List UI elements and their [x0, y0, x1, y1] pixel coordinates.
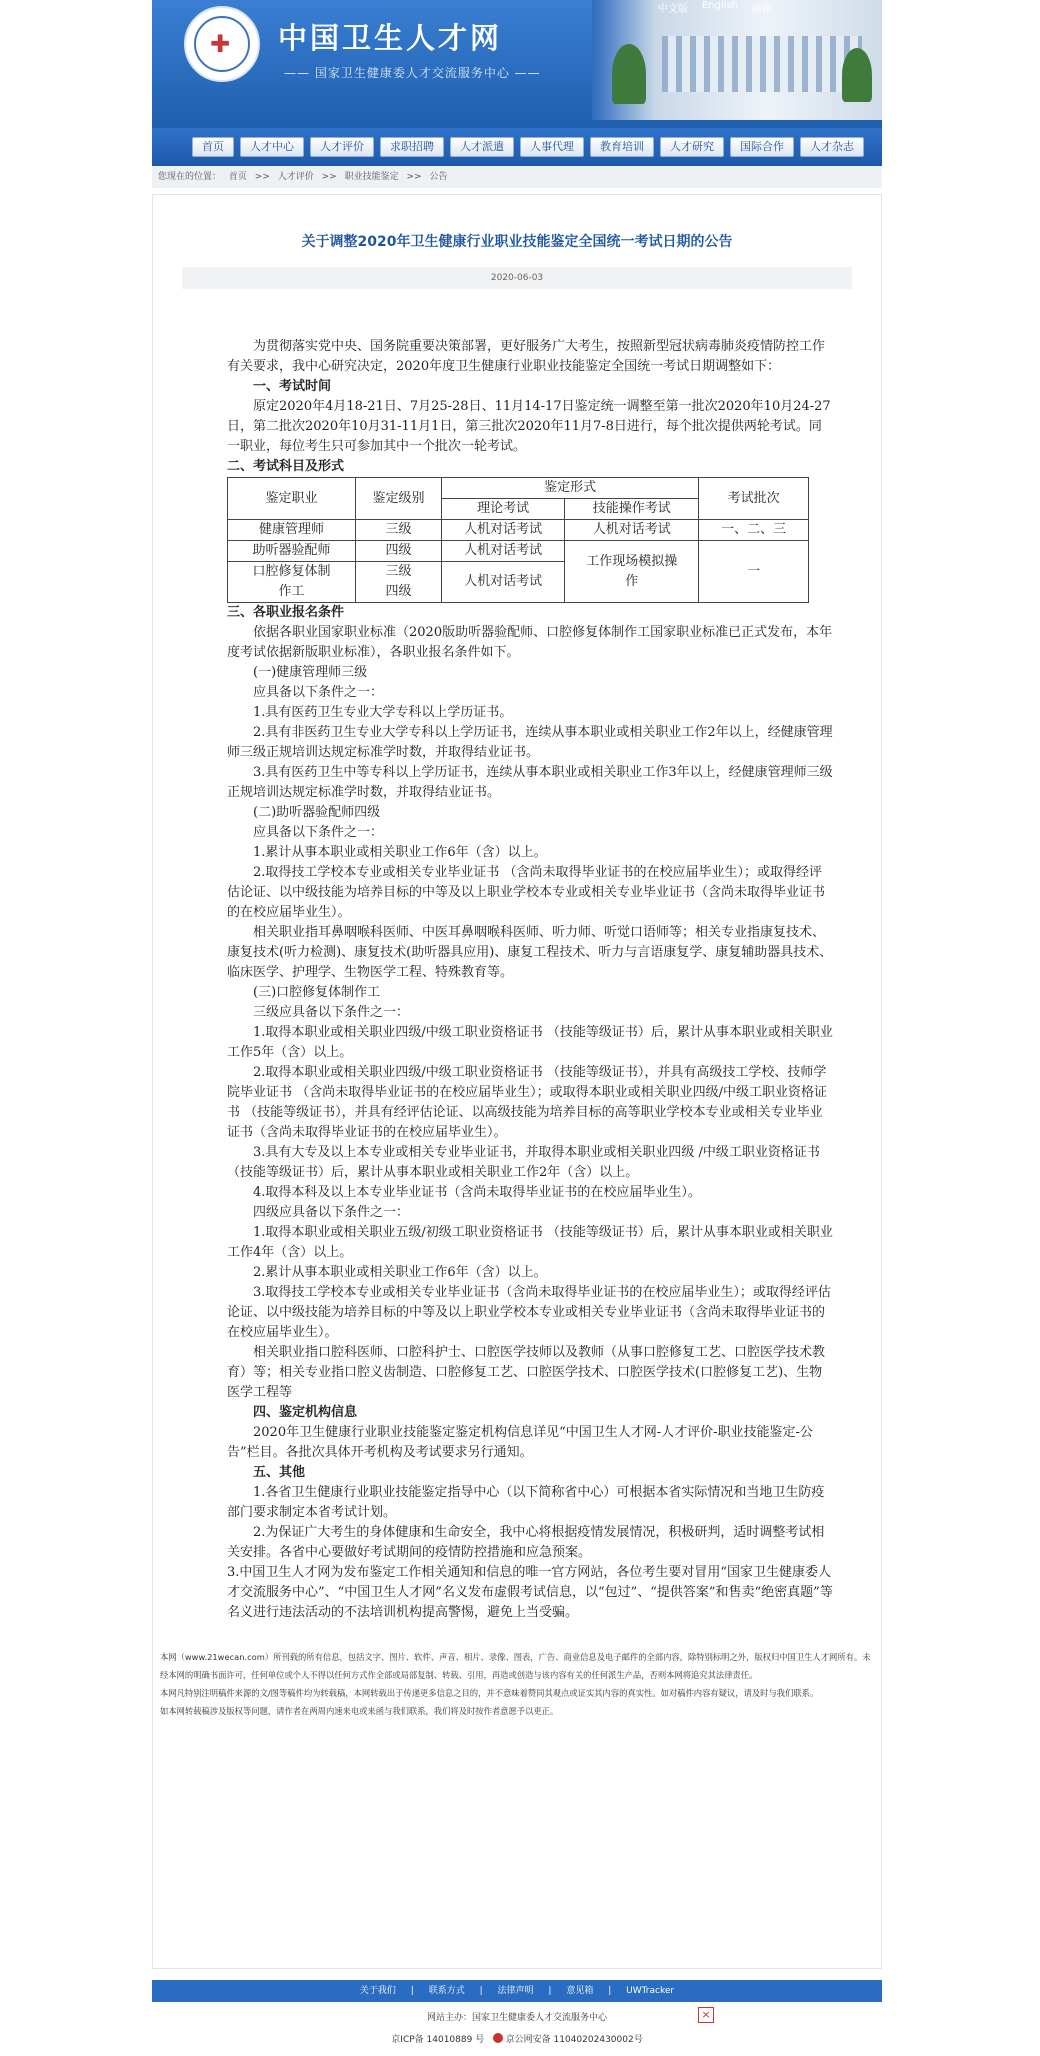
- table-header: 鉴定形式: [441, 478, 698, 499]
- nav-education[interactable]: 教育培训: [590, 137, 654, 157]
- site-subtitle: —— 国家卫生健康委人才交流服务中心 ——: [284, 66, 541, 80]
- site-header: [152, 0, 882, 128]
- lang-chinese-link[interactable]: 中文版: [657, 4, 688, 15]
- nav-magazine[interactable]: 人才杂志: [800, 137, 864, 157]
- nav-talent-center[interactable]: 人才中心: [240, 137, 304, 157]
- paragraph: 2.取得本职业或相关职业四级/中级工职业资格证书 （技能等级证书），并具有高级技工学校、技师学院毕业证书 （含尚未取得毕业证书的在校应届毕业生）；或取得本职业或相关职业四级/中级工职业资格证书 （技能等级证书），并具有经评估论证、以高级技能为培养目标的高等职业学校本专业或相关专业毕业证书（含尚未取得毕业证书的在校应届毕业生）。: [227, 1065, 828, 1140]
- subheading: (三)口腔修复体制作工: [253, 985, 381, 1000]
- subheading: (二)助听器验配师四级: [253, 805, 381, 820]
- breadcrumb-sep: >>: [321, 172, 337, 182]
- copyright-text: 本网（www.21wecan.com）所刊载的所有信息，包括文字、图片、软件、声音、相片、录像、图表，广告、商业信息及电子邮件的全部内容，除特别标明之外，版权归中国卫生人才网所有。未经本网的明确书面许可，任何单位或个人不得以任何方式作全部或局部复制、转载、引用，再造或创造与该内容有关的任何派生产品，否则本网将追究其法律责任。: [160, 1652, 871, 1680]
- paragraph: 1.累计从事本职业或相关职业工作6年（含）以上。: [253, 845, 547, 860]
- tree-image: [842, 48, 872, 102]
- paragraph: 四级应具备以下条件之一：: [253, 1205, 410, 1220]
- top-links: [658, 0, 772, 15]
- paragraph: 1.取得本职业或相关职业四级/中级工职业资格证书 （技能等级证书）后，累计从事本职业或相关职业工作5年（含）以上。: [227, 1025, 833, 1060]
- table-cell: 一: [699, 541, 809, 603]
- building-windows: [662, 36, 862, 92]
- footer-sep: |: [548, 1986, 552, 1996]
- footer-sep: |: [608, 1986, 612, 1996]
- paragraph: 4.取得本科及以上本专业毕业证书（含尚未取得毕业证书的在校应届毕业生）。: [253, 1185, 701, 1200]
- table-cell: 口腔修复体制作工: [228, 562, 356, 603]
- table-cell: 助听器验配师: [228, 541, 356, 562]
- paragraph: 为贯彻落实党中央、国务院重要决策部署，更好服务广大考生，按照新型冠状病毒肺炎疫情防控工作有关要求，我中心研究决定，2020年度卫生健康行业职业技能鉴定全国统一考试日期调整如下：: [227, 339, 826, 374]
- paragraph: 2.取得技工学校本专业或相关专业毕业证书 （含尚未取得毕业证书的在校应届毕业生）；或取得经评估论证、以中级技能为培养目标的中等及以上职业学校本专业或相关专业毕业证书（含尚未取得毕业证书的在校应届毕业生）。: [227, 865, 826, 920]
- table-header: 技能操作考试: [565, 499, 699, 520]
- paragraph: 相关职业指口腔科医师、口腔科护士、口腔医学技师以及教师（从事口腔修复工艺、口腔医学技术教育）等；相关专业指口腔义齿制造、口腔修复工艺、口腔医学技术、口腔医学技术(口腔修复工艺)、生物医学工程等: [227, 1345, 826, 1400]
- page-wrapper: [152, 0, 882, 2045]
- paragraph: 2.累计从事本职业或相关职业工作6年（含）以上。: [253, 1265, 547, 1280]
- paragraph: 3.具有医药卫生中等专科以上学历证书，连续从事本职业或相关职业工作3年以上，经健康管理师三级正规培训达规定标准学时数，并取得结业证书。: [227, 765, 833, 800]
- paragraph: 相关职业指耳鼻咽喉科医师、中医耳鼻咽喉科医师、听力师、听觉口语师等；相关专业指康复技术、康复技术(听力检测)、康复技术(助听器具应用)、康复工程技术、听力与言语康复学、康复辅助器具技术、临床医学、护理学、生物医学工程、特殊教育等。: [227, 925, 833, 980]
- level-line: 三级: [385, 564, 412, 579]
- breadcrumb-sep: >>: [406, 172, 422, 182]
- article-date: 2020-06-03: [182, 267, 852, 289]
- table-cell: 人机对话考试: [441, 520, 564, 541]
- section-heading: 五、其他: [253, 1465, 306, 1480]
- table-cell: 人机对话考试: [441, 541, 564, 562]
- copyright-text: 本网凡特别注明稿件来源的文/图等稿件均为转载稿，本网转载出于传递更多信息之目的，并不意味着赞同其观点或证实其内容的真实性。如对稿件内容有疑议，请及时与我们联系。: [160, 1688, 819, 1698]
- table-cell: 工作现场模拟操作: [565, 541, 699, 603]
- tracker-link[interactable]: UWTracker: [626, 1986, 675, 1996]
- nav-home[interactable]: 首页: [192, 137, 234, 157]
- table-header: 鉴定级别: [356, 478, 442, 520]
- table-cell: 一、二、三: [699, 520, 809, 541]
- footer-links: [152, 1980, 882, 2002]
- nav-dispatch[interactable]: 人才派遣: [450, 137, 514, 157]
- site-title: 中国卫生人才网: [278, 21, 503, 55]
- nav-international[interactable]: 国际合作: [730, 137, 794, 157]
- contact-link[interactable]: 联系方式: [428, 1986, 465, 1996]
- breadcrumb-prefix: 您现在的位置：: [158, 172, 222, 182]
- breadcrumb-skill-appraisal[interactable]: 职业技能鉴定: [344, 172, 399, 182]
- breadcrumb: [152, 166, 882, 188]
- icp-info: [152, 2032, 882, 2045]
- table-cell: 人机对话考试: [441, 562, 564, 603]
- nav-research[interactable]: 人才研究: [660, 137, 724, 157]
- icp-number[interactable]: 京ICP备 14010889 号: [391, 2035, 485, 2045]
- subheading: (一)健康管理师三级: [253, 665, 368, 680]
- site-host: 网站主办：国家卫生健康委人才交流服务中心: [426, 2013, 607, 2023]
- copyright-text: 如本网转载稿涉及版权等问题，请作者在两周内速来电或来函与我们联系，我们将及时按作者意愿予以更正。: [160, 1706, 559, 1716]
- paragraph: 1.取得本职业或相关职业五级/初级工职业资格证书 （技能等级证书）后，累计从事本职业或相关职业工作4年（含）以上。: [227, 1225, 833, 1260]
- paragraph: 2020年卫生健康行业职业技能鉴定鉴定机构信息详见“中国卫生人才网-人才评价-职业技能鉴定-公告”栏目。各批次具体开考机构及考试要求另行通知。: [227, 1425, 813, 1460]
- close-icon[interactable]: ×: [698, 2007, 714, 2023]
- nav-items: [192, 137, 864, 157]
- lang-english-link[interactable]: English: [701, 0, 738, 11]
- breadcrumb-home[interactable]: 首页: [228, 172, 247, 182]
- paragraph: 1.具有医药卫生专业大学专科以上学历证书。: [253, 705, 513, 720]
- level-line: 四级: [385, 584, 412, 599]
- table-header: 鉴定职业: [228, 478, 356, 520]
- paragraph: 3.中国卫生人才网为发布鉴定工作相关通知和信息的唯一官方网站，各位考生要对冒用“国家卫生健康委人才交流服务中心”、“中国卫生人才网”名义发布虚假考试信息，以“包过”、“提供答案”和售卖“绝密真题”等名义进行违法活动的不法培训机构提高警惕，避免上当受骗。: [227, 1565, 833, 1620]
- paragraph: 2.具有非医药卫生专业大学专科以上学历证书，连续从事本职业或相关职业工作2年以上，经健康管理师三级正规培训达规定标准学时数，并取得结业证书。: [227, 725, 833, 760]
- feedback-link[interactable]: 意见箱: [566, 1986, 594, 1996]
- tree-image: [612, 44, 646, 104]
- police-badge-icon: [493, 2033, 503, 2043]
- table-cell: 四级: [356, 541, 442, 562]
- section-heading: 四、鉴定机构信息: [253, 1405, 358, 1420]
- article-title: 关于调整2020年卫生健康行业职业技能鉴定全国统一考试日期的公告: [301, 234, 733, 250]
- paragraph: 依据各职业国家职业标准（2020版助听器验配师、口腔修复体制作工国家职业标准已正式发布，本年度考试依据新版职业标准），各职业报名条件如下。: [227, 625, 833, 660]
- legal-link[interactable]: 法律声明: [497, 1986, 534, 1996]
- table-header: 考试批次: [699, 478, 809, 520]
- breadcrumb-notice[interactable]: 公告: [429, 172, 448, 182]
- nav-talent-evaluation[interactable]: 人才评价: [310, 137, 374, 157]
- table-cell: 三级: [356, 520, 442, 541]
- paragraph: 应具备以下条件之一：: [253, 685, 384, 700]
- nav-jobs[interactable]: 求职招聘: [380, 137, 444, 157]
- paragraph: 3.取得技工学校本专业或相关专业毕业证书（含尚未取得毕业证书的在校应届毕业生）；或取得经评估论证、以中级技能为培养目标的中等及以上职业学校本专业或相关专业毕业证书（含尚未取得毕业证书的在校应届毕业生）。: [227, 1285, 831, 1340]
- mailbox-link[interactable]: 邮箱: [752, 4, 772, 15]
- paragraph: 三级应具备以下条件之一：: [253, 1005, 410, 1020]
- breadcrumb-talent-eval[interactable]: 人才评价: [277, 172, 314, 182]
- section-heading: 一、考试时间: [253, 379, 332, 394]
- site-logo[interactable]: [184, 6, 260, 82]
- paragraph: 原定2020年4月18-21日、7月25-28日、11月14-17日鉴定统一调整至第一批次2020年10月24-27日，第二批次2020年10月31-11月1日，第三批次2020年11月7-8日进行，每个批次提供两轮考试。同一职业，每位考生只可参加其中一个批次一轮考试。: [227, 399, 831, 454]
- breadcrumb-sep: >>: [254, 172, 270, 182]
- nav-personnel-agency[interactable]: 人事代理: [520, 137, 584, 157]
- section-heading: 三、各职业报名条件: [227, 605, 345, 620]
- footer-sep: |: [410, 1986, 414, 1996]
- building-banner-image: [592, 0, 882, 120]
- section-heading: 二、考试科目及形式: [227, 459, 345, 474]
- table-cell: [356, 562, 442, 603]
- article-body: [153, 289, 881, 1623]
- main-nav: [152, 128, 882, 166]
- table-cell: 健康管理师: [228, 520, 356, 541]
- paragraph: 1.各省卫生健康行业职业技能鉴定指导中心（以下简称省中心）可根据本省实际情况和当地卫生防疫部门要求制定本省考试计划。: [227, 1485, 825, 1520]
- paragraph: 3.具有大专及以上本专业或相关专业毕业证书，并取得本职业或相关职业四级 /中级工职业资格证书（技能等级证书）后，累计从事本职业或相关职业工作2年（含）以上。: [227, 1145, 820, 1180]
- about-us-link[interactable]: 关于我们: [359, 1986, 396, 1996]
- star-icon: ✚: [210, 30, 231, 58]
- exam-table: [227, 477, 809, 603]
- table-cell: 人机对话考试: [565, 520, 699, 541]
- table-header: 理论考试: [441, 499, 564, 520]
- police-record[interactable]: 京公网安备 11040202430002号: [505, 2035, 643, 2045]
- paragraph: 2.为保证广大考生的身体健康和生命安全，我中心将根据疫情发展情况，积极研判，适时调整考试相关安排。各省中心要做好考试期间的疫情防控措施和应急预案。: [227, 1525, 825, 1560]
- footer-sep: |: [479, 1986, 483, 1996]
- paragraph: 应具备以下条件之一：: [253, 825, 384, 840]
- footer-copyright: [160, 1648, 874, 1720]
